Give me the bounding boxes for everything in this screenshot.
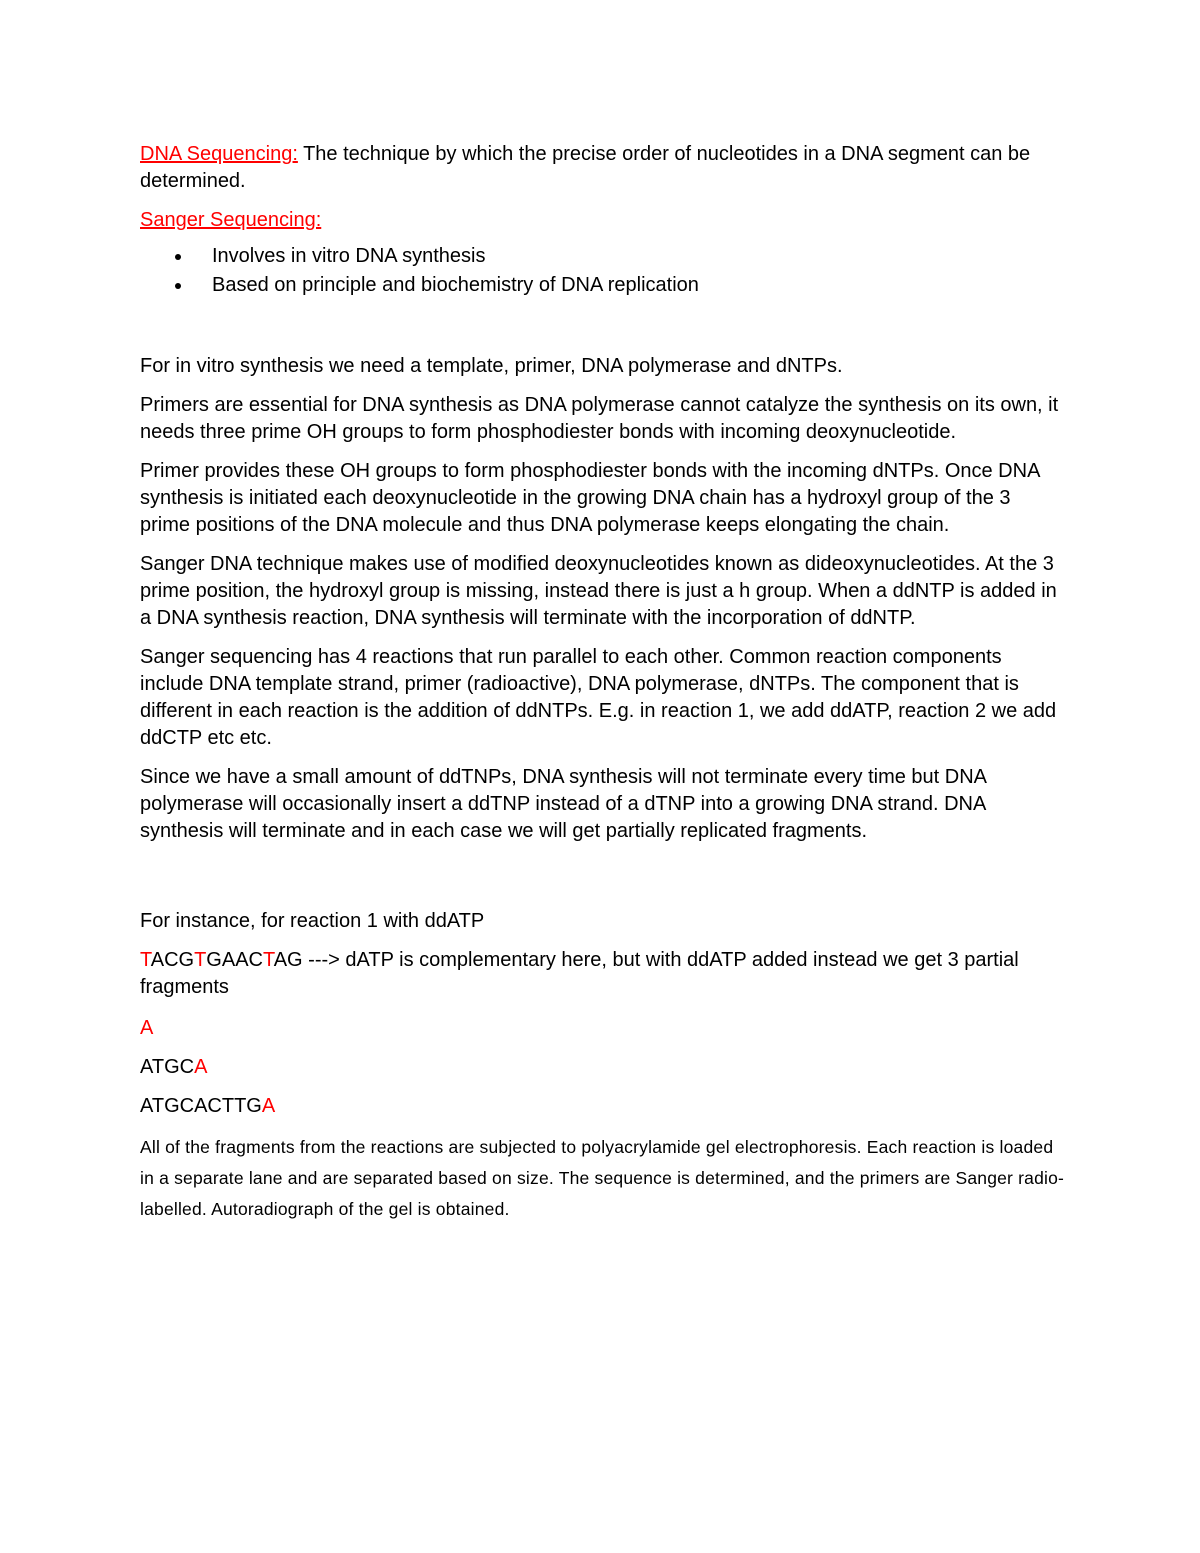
definition-paragraph: [140, 141, 1065, 195]
fragment-line: [140, 1093, 1065, 1120]
spacer: [140, 857, 1065, 908]
paragraph: Sanger DNA technique makes use of modified deoxynucleotides known as dideoxynucleotides. At the 3 prime position, the hydroxyl group is missing, instead there is just a h group. When a ddNTP is added in a DNA synthesis reaction, DNA synthesis will terminate with the incorporation of ddNTP.: [140, 553, 1057, 629]
example-intro: For instance, for reaction 1 with ddATP: [140, 910, 485, 932]
paragraph: Sanger sequencing has 4 reactions that run parallel to each other. Common reaction components include DNA template strand, primer (radioactive), DNA polymerase, dNTPs. The component that is different in each reaction is the addition of ddNTPs. E.g. in reaction 1, we add ddATP, reaction 2 we add ddCTP etc etc.: [140, 646, 1057, 749]
sequence-part: T: [262, 949, 274, 971]
sequence-part: ACG: [150, 949, 195, 971]
spacer: [140, 300, 1065, 353]
paragraph: For in vitro synthesis we need a template, primer, DNA polymerase and dNTPs.: [140, 355, 843, 377]
closing-paragraph: All of the fragments from the reactions are subjected to polyacrylamide gel electrophoresis. Each reaction is loaded in a separate lane and are separated based on size. The sequence is determined, and the primers are Sanger radio-labelled. Autoradiograph of the gel is obtained.: [140, 1137, 1065, 1219]
paragraph: Primer provides these OH groups to form phosphodiester bonds with the incoming dNTPs. Once DNA synthesis is initiated each deoxynucleotide in the growing DNA chain has a hydroxyl group of the 3 prime positions of the DNA molecule and thus DNA polymerase keeps elongating the chain.: [140, 460, 1040, 536]
sequence-line: [140, 947, 1065, 1001]
fragment-bases: ATGCACTTG: [140, 1095, 262, 1117]
bullet-item: [140, 271, 1065, 300]
dna-sequencing-term: DNA Sequencing:: [140, 143, 298, 165]
sequence-part: GAAC: [206, 949, 263, 971]
fragment-terminal-base: A: [261, 1095, 276, 1117]
sequence-part: T: [194, 949, 207, 971]
sanger-heading: Sanger Sequencing:: [140, 209, 322, 231]
fragment-line: [140, 1015, 1065, 1042]
bullet-dot-icon: [175, 283, 181, 289]
sequence-part: AG: [273, 949, 303, 971]
bullet-item: [140, 242, 1065, 271]
sequence-part: T: [140, 949, 151, 971]
document-page: [140, 141, 1065, 1225]
bullet-list: [140, 242, 1065, 300]
paragraph: Since we have a small amount of ddTNPs, DNA synthesis will not terminate every time but DNA polymerase will occasionally insert a ddTNP instead of a dTNP into a growing DNA strand. DNA synthesis will terminate and in each case we will get partially replicated fragments.: [140, 766, 986, 842]
fragment-terminal-base: A: [140, 1017, 154, 1039]
fragment-line: [140, 1054, 1065, 1081]
fragment-bases: ATGC: [140, 1056, 195, 1078]
bullet-text: Involves in vitro DNA synthesis: [212, 245, 486, 267]
bullet-text: Based on principle and biochemistry of DNA replication: [212, 274, 699, 296]
dna-sequencing-definition: The technique by which the precise order of nucleotides in a DNA segment can be determined.: [140, 143, 1031, 192]
sequence-note: ---> dATP is complementary here, but with ddATP added instead we get 3 partial fragments: [140, 949, 1019, 998]
bullet-dot-icon: [175, 254, 181, 260]
fragment-terminal-base: A: [194, 1056, 208, 1078]
paragraph: Primers are essential for DNA synthesis as DNA polymerase cannot catalyze the synthesis on its own, it needs three prime OH groups to form phosphodiester bonds with incoming deoxynucleotide.: [140, 394, 1059, 443]
